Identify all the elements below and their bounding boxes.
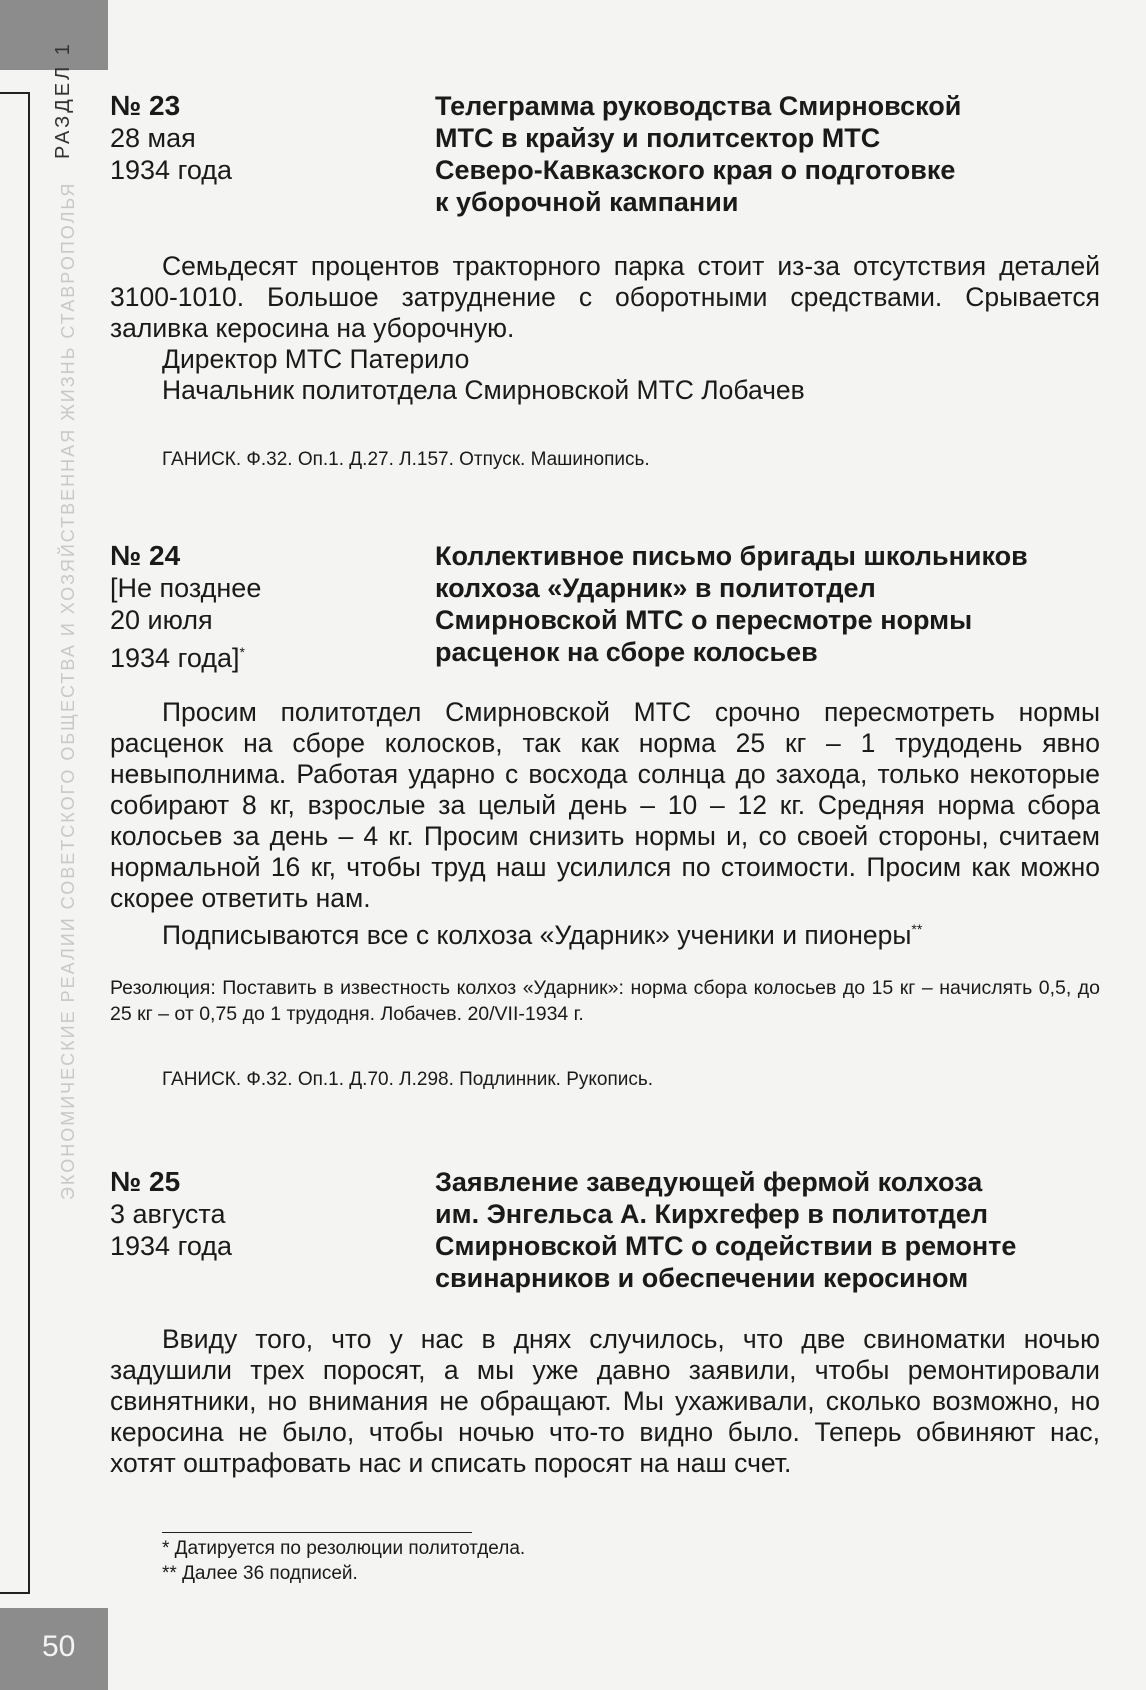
- doc-25-number: № 25: [110, 1166, 181, 1197]
- doc-24-signature: [110, 914, 1100, 951]
- doc-24-title-line: колхоза «Ударник» в политотдел: [435, 573, 876, 603]
- doc-23-title-line: Телеграмма руководства Смирновской: [435, 91, 962, 121]
- doc-23-title-line: к уборочной кампании: [435, 187, 739, 217]
- doc-23-title-line: Северо-Кавказского края о подготовке: [435, 155, 956, 185]
- footnote-1: * Датируется по резолюции политотдела.: [162, 1538, 526, 1559]
- doc-25-text: Ввиду того, что у нас в днях случилось, что две свиноматки ночью задушили трех поросят, а мы уже давно заявили, чтобы ремонтировали свинятники, но внимания не обращают. Мы ухаживали, сколько возможно, но керосина не было, чтобы ночью что-то видно было. Теперь обвиняют нас, хотят оштрафовать нас и списать поросят на наш счет.: [110, 1324, 1100, 1478]
- doc-25-title-line: Смирновской МТС о содействии в ремонте: [435, 1231, 1017, 1261]
- doc-24-title-line: Коллективное письмо бригады школьников: [435, 541, 1028, 571]
- doc-25-date-line: 1934 года: [110, 1231, 233, 1261]
- doc-24-meta: [110, 540, 410, 674]
- doc-24-body: [110, 697, 1100, 951]
- doc-23-source: ГАНИСК. Ф.32. Оп.1. Д.27. Л.157. Отпуск. Машинопись.: [162, 449, 650, 470]
- doc-23-meta: [110, 90, 410, 186]
- page-number: 50: [42, 1630, 76, 1663]
- doc-23-body: [110, 251, 1100, 406]
- doc-24-date-line: [Не позднее: [110, 573, 262, 603]
- doc-24-source: ГАНИСК. Ф.32. Оп.1. Д.70. Л.298. Подлинник. Рукопись.: [162, 1069, 654, 1090]
- doc-23-title-line: МТС в крайзу и политсектор МТС: [435, 123, 881, 153]
- footnote-mark: **: [911, 921, 923, 937]
- doc-24-text: Просим политотдел Смирновской МТС срочно пересмотреть нормы расценок на сборе колосков, так как норма 25 кг – 1 трудодень явно невыполнима. Работая ударно с восхода солнца до захода, только некоторые собирают 8 кг, взрослые за целый день – 10 – 12 кг. Средняя норма сбора колосьев за день – 4 кг. Просим снизить нормы и, со своей стороны, считаем нормальной 16 кг, чтобы труд наш усилился по стоимости. Просим как можно скорее ответить нам.: [110, 697, 1100, 913]
- doc-25-title-line: свинарников и обеспечении керосином: [435, 1263, 969, 1293]
- doc-24-resolution: Резолюция: Поставить в известность колхоз «Ударник»: норма сбора колосьев до 15 кг – начислять 0,5, до 25 кг – от 0,75 до 1 трудодня. Лобачев. 20/VII-1934 г.: [110, 977, 1100, 1025]
- doc-24-title: [435, 540, 1125, 668]
- doc-24-date-line: 20 июля: [110, 605, 213, 635]
- doc-25-date-line: 3 августа: [110, 1199, 226, 1229]
- doc-24-date-last: 1934 года]: [110, 643, 240, 673]
- doc-25-meta: [110, 1166, 410, 1262]
- footnote-divider: [162, 1532, 472, 1533]
- doc-24-signature-text: Подписываются все с колхоза «Ударник» ученики и пионеры: [162, 919, 912, 950]
- doc-24-date-line: [110, 636, 410, 674]
- doc-23-date-line: 28 мая: [110, 123, 196, 153]
- footnote-2: ** Далее 36 подписей.: [162, 1563, 358, 1584]
- doc-25-title-line: им. Энгельса А. Кирхгефер в политотдел: [435, 1199, 989, 1229]
- side-margin-bar: [0, 92, 30, 1594]
- doc-24-title-line: Смирновской МТС о пересмотре нормы: [435, 605, 973, 635]
- doc-24-title-line: расценок на сборе колосьев: [435, 637, 818, 667]
- doc-23-text: Семьдесят процентов тракторного парка стоит из-за отсутствия деталей 3100-1010. Большое затруднение с оборотными средствами. Срывается заливка керосина на уборочную.: [110, 251, 1100, 343]
- doc-25-title: [435, 1166, 1125, 1294]
- doc-23-signature-director: Директор МТС Патерило: [162, 344, 470, 374]
- doc-23-signature-head: Начальник политотдела Смирновской МТС Лобачев: [162, 375, 805, 405]
- section-label: РАЗДЕЛ 1: [52, 41, 74, 159]
- doc-24-number: № 24: [110, 540, 181, 571]
- spine-running-title: ЭКОНОМИЧЕСКИЕ РЕАЛИИ СОВЕТСКОГО ОБЩЕСТВА И ХОЗЯЙСТВЕННАЯ ЖИЗНЬ СТАВРОПОЛЬЯ: [58, 181, 78, 1200]
- doc-25-body: [110, 1324, 1100, 1479]
- doc-25-title-line: Заявление заведующей фермой колхоза: [435, 1167, 983, 1197]
- doc-23-title: [435, 90, 1125, 218]
- footnote-mark: *: [239, 644, 245, 660]
- doc-23-date-line: 1934 года: [110, 155, 233, 185]
- doc-23-number: № 23: [110, 90, 181, 121]
